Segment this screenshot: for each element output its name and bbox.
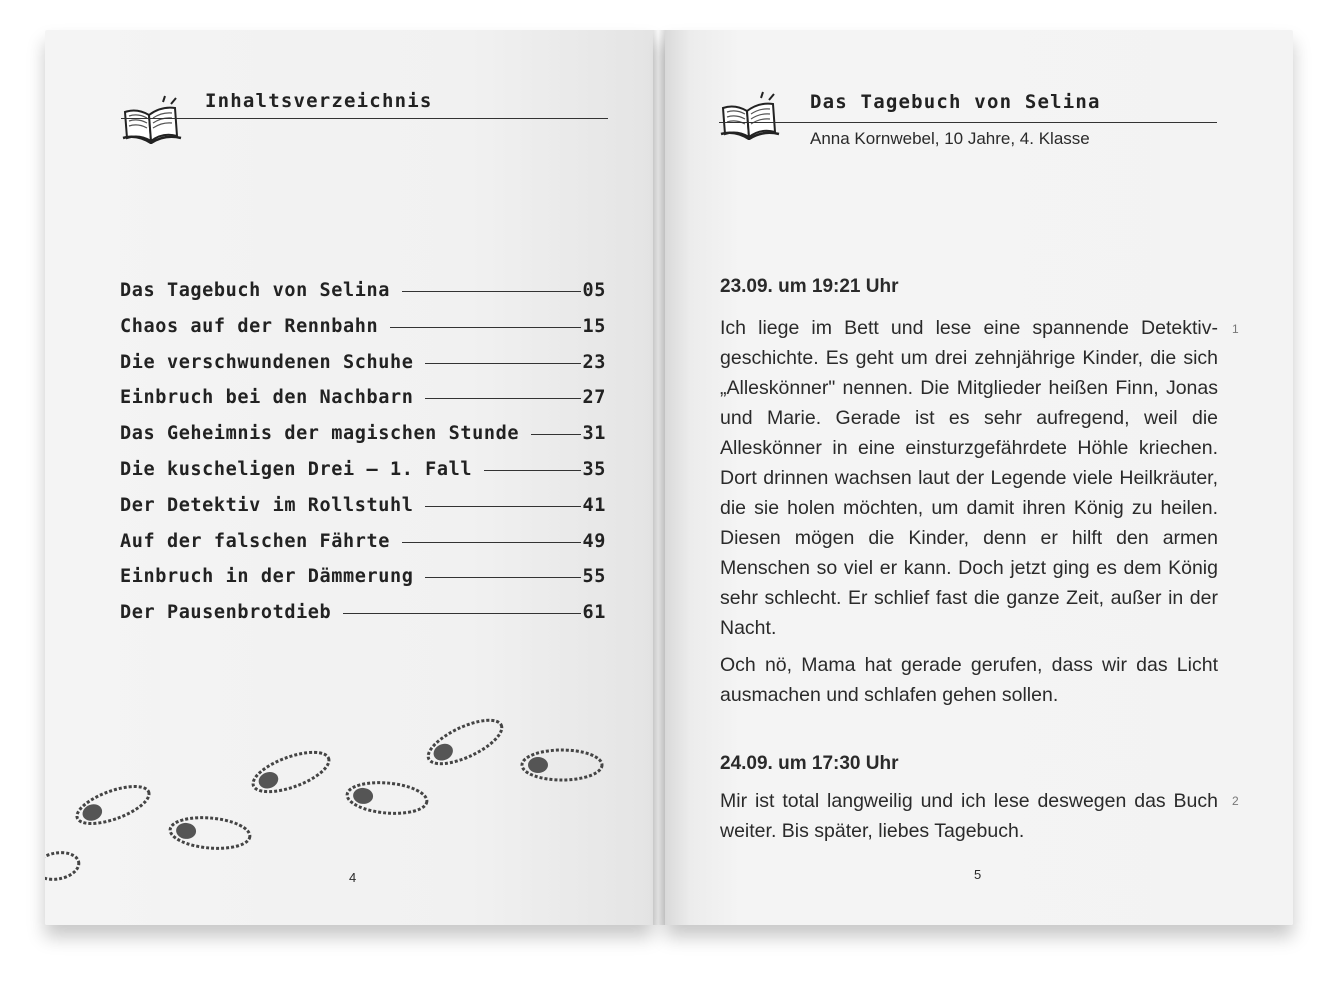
toc-entry [120, 280, 606, 316]
open-book-icon [119, 94, 183, 144]
header-rule [719, 122, 1217, 123]
shoe-print-icon [73, 779, 154, 831]
toc-entry-title: Das Tagebuch von Selina [120, 280, 390, 301]
toc-entry [120, 495, 606, 531]
toc-entry-title: Chaos auf der Rennbahn [120, 315, 379, 337]
left-page [45, 30, 653, 925]
toc-entry-title: Einbruch bei den Nachbarn [120, 387, 414, 409]
toc-entry [120, 316, 606, 352]
right-page [665, 30, 1293, 925]
toc-entry-page: 41 [582, 494, 606, 516]
toc-entry [120, 602, 606, 638]
toc-entry-page: 05 [582, 280, 606, 301]
table-of-contents [120, 280, 606, 638]
line-number: 1 [1232, 322, 1239, 336]
toc-entry-title: Die verschwundenen Schuhe [120, 351, 414, 373]
shoe-print-icon [346, 780, 428, 817]
toc-leader-line [531, 434, 580, 435]
page-number: 5 [974, 867, 982, 882]
toc-entry-page: 31 [582, 423, 606, 445]
toc-leader-line [390, 327, 580, 328]
entry-paragraph: Ich liege im Bett und lese eine spannende Detektivgeschichte. Es geht um drei zehnjährige Kinder, die sich „Alleskönner" nennen. Die Mitglieder heißen Finn, Jonas und Marie. Gerade ist es sehr aufregend, weil die Alleskönner in eine einsturzgefährdete Höhle kriechen. Dort drinnen wachsen laut der Legende viele Heilkräuter, die sie holen möchten, um damit ihren König zu heilen. Diesen mögen die Kinder, denn er hilft den armen Menschen so viel er kann. Doch jetzt ging es dem König sehr schlecht. Er schlief fast die ganze Zeit, außer in der Nacht. [720, 317, 1218, 639]
toc-entry [120, 387, 606, 423]
toc-entry-page: 23 [582, 351, 606, 373]
page-title: Das Tagebuch von Selina [810, 91, 1101, 113]
toc-leader-line [425, 506, 580, 507]
page-title: Inhaltsverzeichnis [205, 90, 433, 112]
toc-entry-title: Der Pausenbrotdieb [120, 602, 332, 624]
header-rule [121, 118, 608, 119]
toc-leader-line [484, 470, 580, 471]
toc-entry-page: 61 [582, 602, 606, 624]
toc-entry-page: 27 [582, 387, 606, 409]
toc-leader-line [425, 363, 580, 364]
toc-entry [120, 531, 606, 567]
shoe-print-icon [522, 750, 602, 780]
toc-entry-title: Auf der falschen Fährte [120, 530, 390, 552]
open-book-icon [717, 90, 781, 140]
toc-entry-title: Der Detektiv im Rollstuhl [120, 494, 414, 516]
toc-leader-line [402, 291, 581, 292]
toc-entry-page: 49 [582, 530, 606, 552]
page-subtitle: Anna Kornwebel, 10 Jahre, 4. Klasse [810, 129, 1090, 148]
toc-entry-page: 55 [582, 566, 606, 588]
toc-leader-line [402, 542, 581, 543]
toc-entry-title: Einbruch in der Dämmerung [120, 566, 414, 588]
entry-heading: 23.09. um 19:21 Uhr [720, 276, 899, 297]
toc-entry [120, 352, 606, 388]
toc-entry-page: 15 [582, 315, 606, 337]
entry-paragraph: Och nö, Mama hat gerade gerufen, dass wir das Licht ausmachen und schlafen gehen sollen. [720, 654, 1218, 706]
toc-leader-line [425, 577, 580, 578]
shoe-print-icon [169, 815, 251, 852]
toc-entry [120, 423, 606, 459]
toc-entry [120, 459, 606, 495]
toc-entry [120, 566, 606, 602]
toc-entry-title: Das Geheimnis der magischen Stunde [120, 423, 520, 445]
toc-leader-line [425, 398, 580, 399]
shoe-print-icon [45, 849, 81, 882]
shoe-print-icon [248, 744, 333, 800]
entry-heading: 24.09. um 17:30 Uhr [720, 753, 899, 774]
entry-paragraph: Mir ist total langweilig und ich lese deswegen das Buch weiter. Bis später, liebes Tagebuch. [720, 790, 1218, 842]
shoe-print-icon [422, 712, 507, 773]
page-number: 4 [349, 870, 357, 885]
line-number: 2 [1232, 794, 1239, 808]
toc-entry-page: 35 [582, 458, 606, 480]
toc-leader-line [343, 613, 580, 614]
toc-entry-title: Die kuscheligen Drei – 1. Fall [120, 458, 473, 480]
